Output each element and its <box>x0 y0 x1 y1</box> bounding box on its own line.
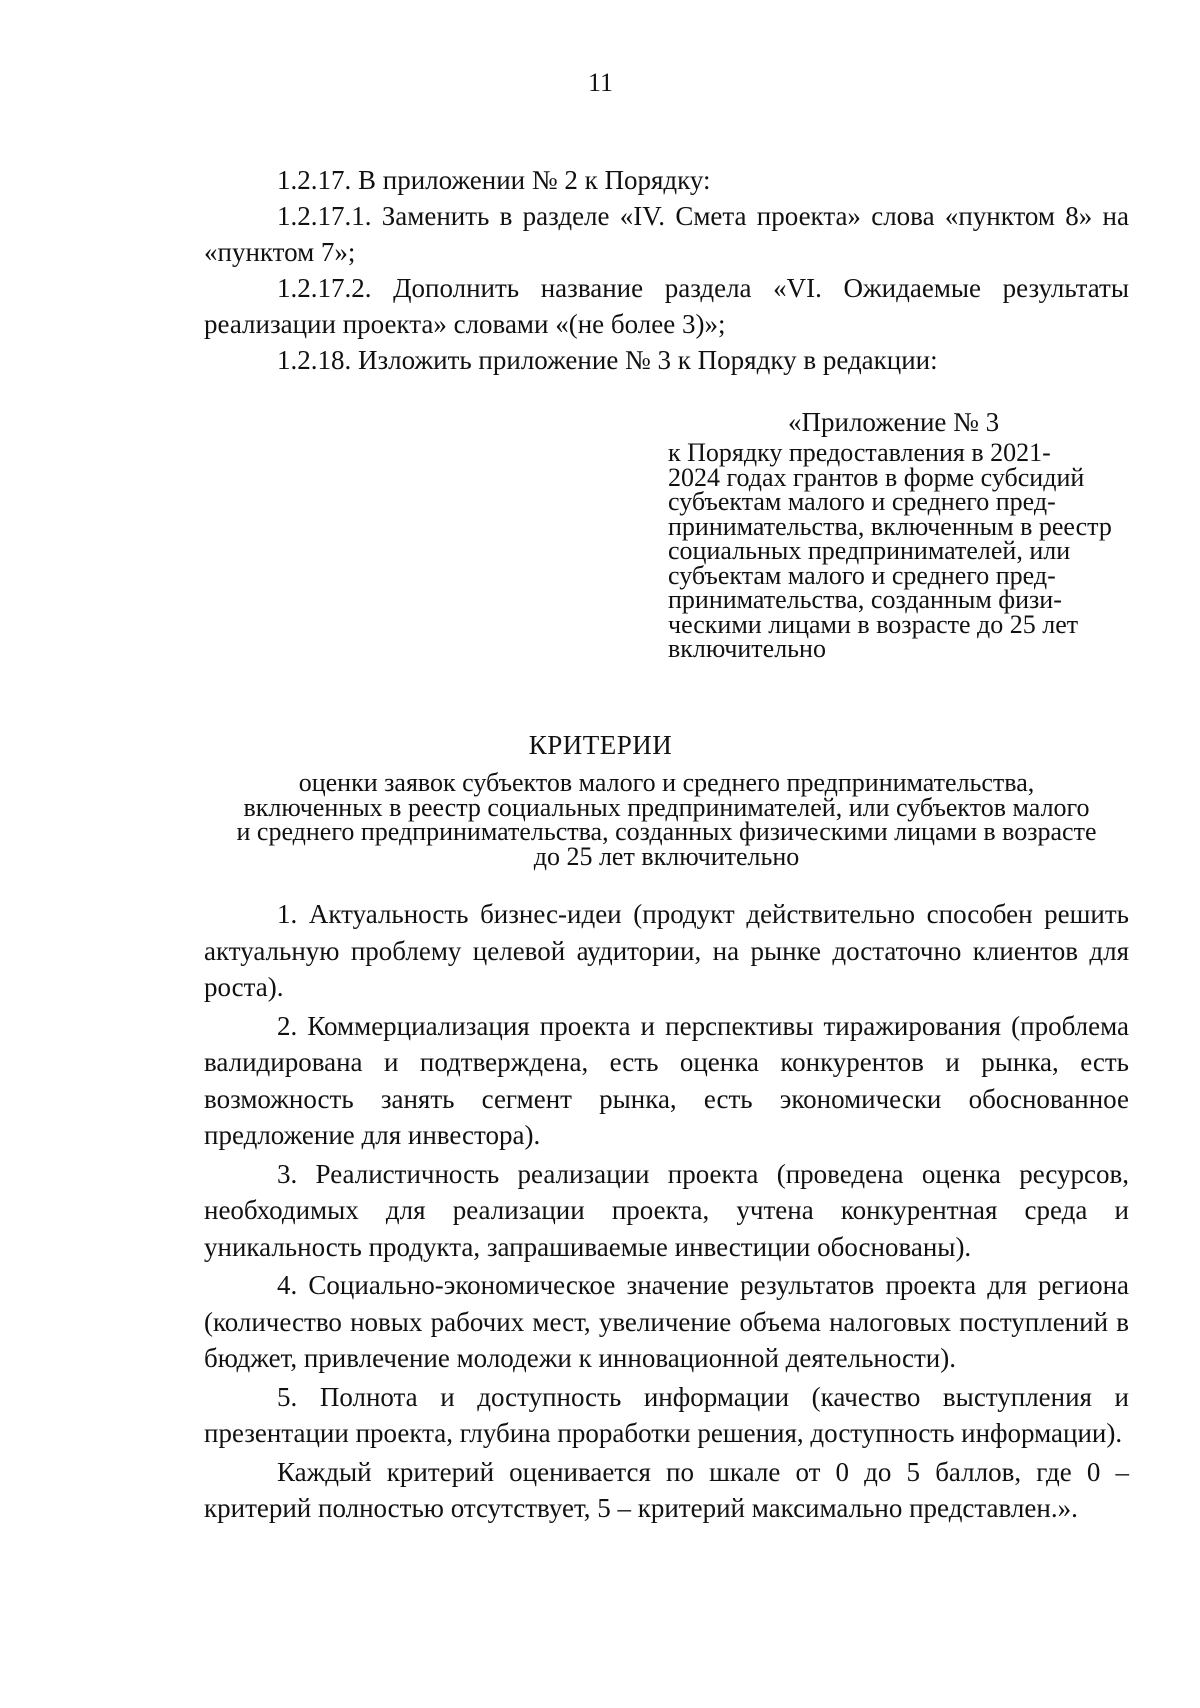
criteria-item: 2. Коммерциализация проекта и перспективы тиражирования (проблема валидирована и подтверждена, есть оценка конкурентов и рынка, есть возможность занять сегмент рынка, есть экономически обоснованное предложение для инвестора). <box>204 1010 1129 1150</box>
appendix-caption-line: к Порядку предоставления в 2021- <box>668 438 1051 467</box>
criteria-item: 5. Полнота и доступность информации (качество выступления и презентации проекта, глубина проработки решения, доступность информации). <box>204 1381 1129 1448</box>
amendment-paragraph: 1.2.17.1. Заменить в разделе «IV. Смета проекта» слова «пунктом 8» на «пунктом 7»; <box>204 201 1129 267</box>
appendix-caption-line: принимательства, созданным физи- <box>668 585 1062 614</box>
criteria-subheading-line: включенных в реестр социальных предпринимателей, или субъектов малого <box>243 792 1090 822</box>
appendix-caption-line: субъектам малого и среднего пред- <box>668 560 1056 590</box>
criteria-subheading-line: и среднего предпринимательства, созданных физическими лицами в возрасте <box>236 817 1097 846</box>
appendix-caption-line: социальных предпринимателей, или <box>668 536 1071 565</box>
criteria-scale-note: Каждый критерий оценивается по шкале от 0 до 5 баллов, где 0 – критерий полностью отсутствует, 5 – критерий максимально представлен.». <box>204 1456 1129 1523</box>
page-number: 11 <box>587 68 614 97</box>
criteria-item: 1. Актуальность бизнес-идеи (продукт действительно способен решить актуальную проблему целевой аудитории, на рынке достаточно клиентов для роста). <box>204 899 1129 1002</box>
amendment-paragraph: 1.2.17. В приложении № 2 к Порядку: <box>277 165 711 195</box>
appendix-caption-line: ческими лицами в возрасте до 25 лет <box>668 609 1079 639</box>
appendix-title: «Приложение № 3 <box>788 407 1000 437</box>
criteria-heading: КРИТЕРИИ <box>528 730 673 760</box>
appendix-caption-line: 2024 годах грантов в форме субсидий <box>668 462 1085 492</box>
appendix-caption-line: субъектам малого и среднего пред- <box>668 487 1056 516</box>
appendix-caption-line: включительно <box>668 634 826 663</box>
amendment-paragraph: 1.2.17.2. Дополнить название раздела «VI. Ожидаемые результаты реализации проекта» словами «(не более 3)»; <box>204 273 1129 339</box>
amendment-paragraphs <box>204 162 1129 378</box>
appendix-caption <box>668 438 1128 663</box>
criteria-subheading-line: оценки заявок субъектов малого и среднего предпринимательства, <box>298 768 1035 797</box>
criteria-item: 4. Социально-экономическое значение результатов проекта для региона (количество новых рабочих мест, увеличение объема налоговых поступлений в бюджет, привлечение молодежи к инновационной деятельности). <box>204 1270 1129 1373</box>
criteria-list <box>204 896 1129 1529</box>
appendix-caption-line: принимательства, включенным в реестр <box>668 511 1112 541</box>
criteria-item: 3. Реалистичность реализации проекта (проведена оценка ресурсов, необходимых для реализации проекта, учтена конкурентная среда и уникальность продукта, запрашиваемые инвестиции обоснованы). <box>204 1158 1129 1262</box>
amendment-paragraph: 1.2.18. Изложить приложение № 3 к Порядку в редакции: <box>277 345 938 375</box>
criteria-subheading-line: до 25 лет включительно <box>533 841 800 871</box>
criteria-subheading <box>204 768 1129 871</box>
